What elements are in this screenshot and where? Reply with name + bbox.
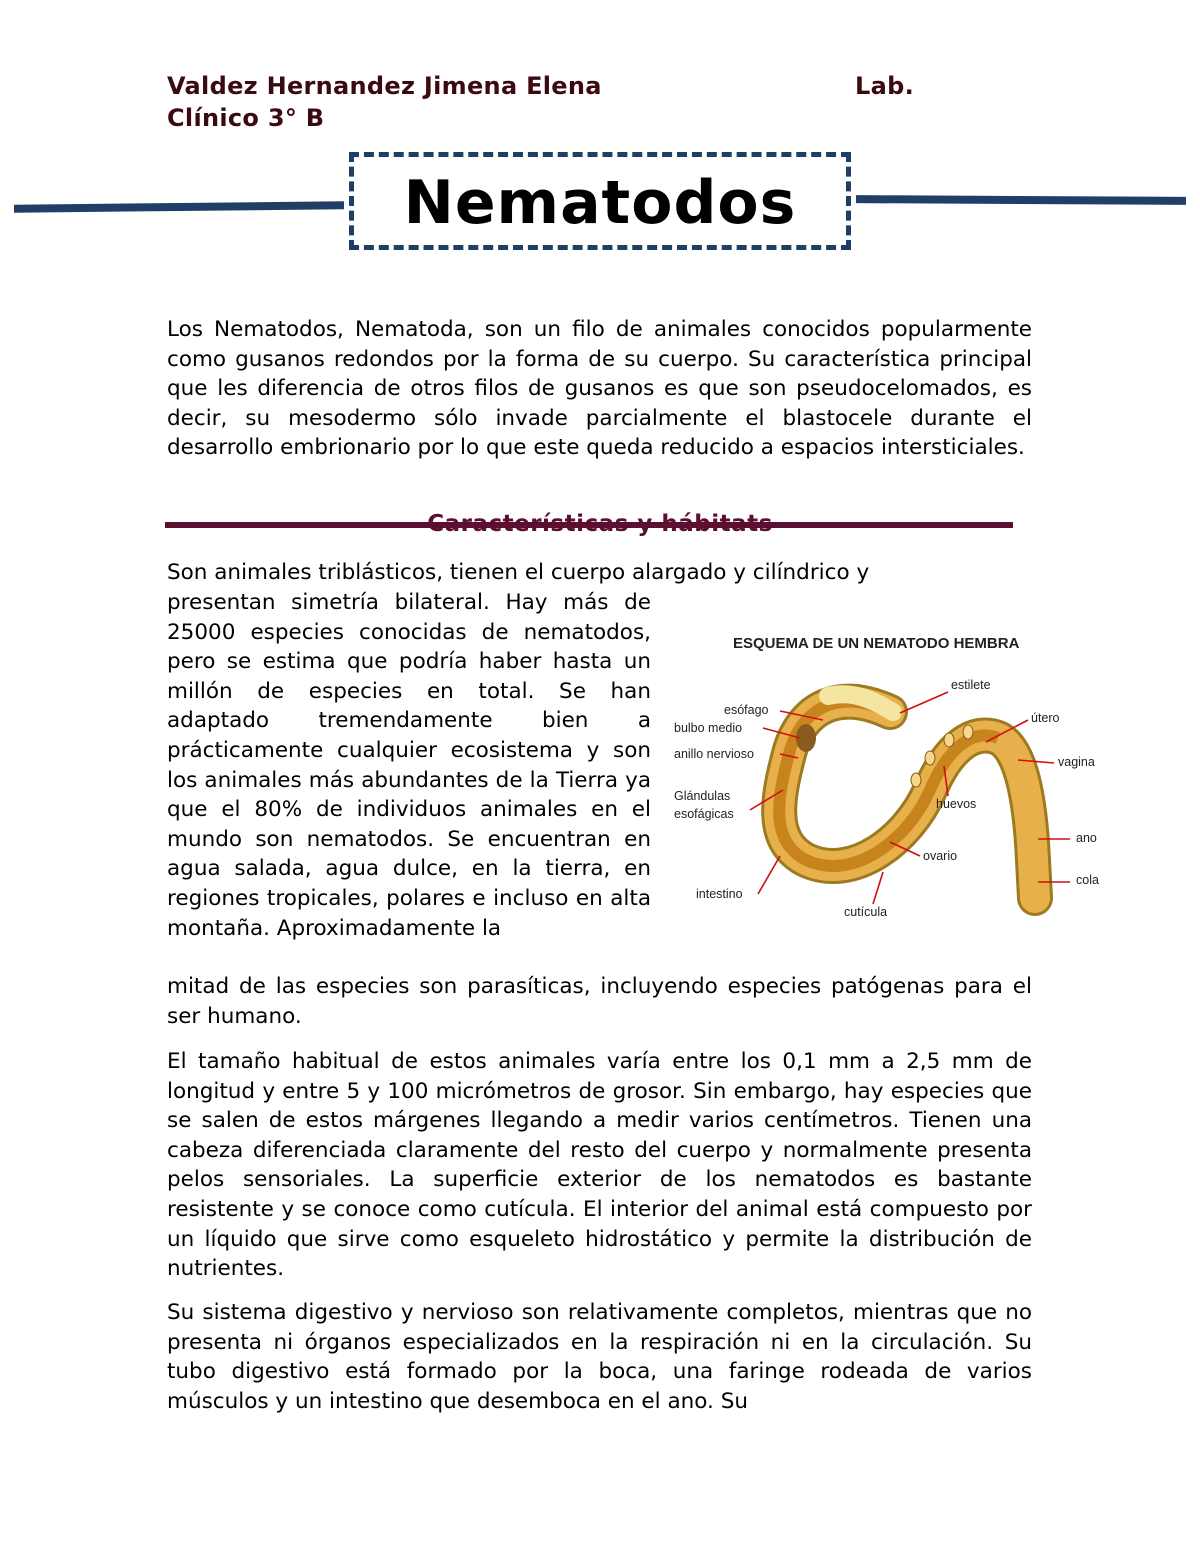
habitat-paragraph-side: presentan simetría bilateral. Hay más de 25000 especies conocidas de nematodos, pero se estima que podría haber hasta un millón de especies en total. Se han adaptado tremendamente bien a prácticamente cualquier ecosistema y son los animales más abundantes de la Tierra ya que el 80% de individuos animales en el mundo son nematodos. Se encuentran en agua salada, agua dulce, en la tierra, en regiones tropicales, polares e incluso en alta montaña. Aproximadamente la: [167, 590, 651, 941]
label-huevos: huevos: [936, 797, 977, 811]
section-title: Características y hábitats: [427, 511, 773, 537]
lab-label: Lab.: [855, 72, 914, 100]
label-vagina: vagina: [1058, 755, 1095, 769]
habitat-paragraph-top: Son animales triblásticos, tienen el cuerpo alargado y cilíndrico y: [167, 560, 870, 585]
digestive-paragraph: Su sistema digestivo y nervioso son relativamente completos, mientras que no presenta ni órganos especializados en la respiración ni en la circulación. Su tubo digestivo está formado por la boca, una faringe rodeada de varios músculos y un intestino que desemboca en el ano. Su: [167, 1300, 1032, 1414]
label-esofago: esófago: [724, 703, 769, 717]
label-estilete: estilete: [951, 678, 991, 692]
label-intestino: intestino: [696, 887, 743, 901]
figure-title: ESQUEMA DE UN NEMATODO HEMBRA: [733, 635, 1020, 652]
page-title: Nematodos: [403, 168, 797, 238]
label-utero: útero: [1031, 711, 1060, 725]
size-paragraph: El tamaño habitual de estos animales varía entre los 0,1 mm a 2,5 mm de longitud y entre 5 y 100 micrómetros de grosor. Sin embargo, hay especies que se salen de estos márgenes llegando a medir varios centímetros. Tienen una cabeza diferenciada claramente del resto del cuerpo y normalmente presenta pelos sensoriales. La superficie exterior de los nematodos es bastante resistente y se conoce como cutícula. El interior del animal está compuesto por un líquido que sirve como esqueleto hidrostático y permite la distribución de nutrientes.: [167, 1049, 1032, 1282]
label-bulbo: bulbo medio: [674, 721, 743, 735]
label-ano: ano: [1076, 831, 1097, 845]
course-label: Clínico 3° B: [167, 104, 325, 132]
intro-paragraph: Los Nematodos, Nematoda, son un filo de animales conocidos popularmente como gusanos redondos por la forma de su cuerpo. Su característica principal que les diferencia de otros filos de gusanos es que son pseudocelomados, es decir, su mesodermo sólo invade parcialmente el blastocele durante el desarrollo embrionario por lo que este queda reducido a espacios intersticiales.: [167, 317, 1032, 461]
label-glandulas-2: esofágicas: [674, 807, 734, 821]
title-rule-right: [856, 195, 1186, 205]
label-cola: cola: [1076, 873, 1099, 887]
nematode-diagram: [668, 620, 1118, 940]
document-header: [167, 70, 937, 134]
label-anillo: anillo nervioso: [674, 747, 754, 761]
label-glandulas-1: Glándulas: [674, 789, 731, 803]
label-ovario: ovario: [923, 849, 958, 863]
author-name: Valdez Hernandez Jimena Elena: [167, 72, 602, 100]
label-cuticula: cutícula: [844, 905, 888, 919]
habitat-paragraph-bottom: mitad de las especies son parasíticas, incluyendo especies patógenas para el ser humano.: [167, 974, 1032, 1029]
title-rule-left: [14, 201, 344, 212]
